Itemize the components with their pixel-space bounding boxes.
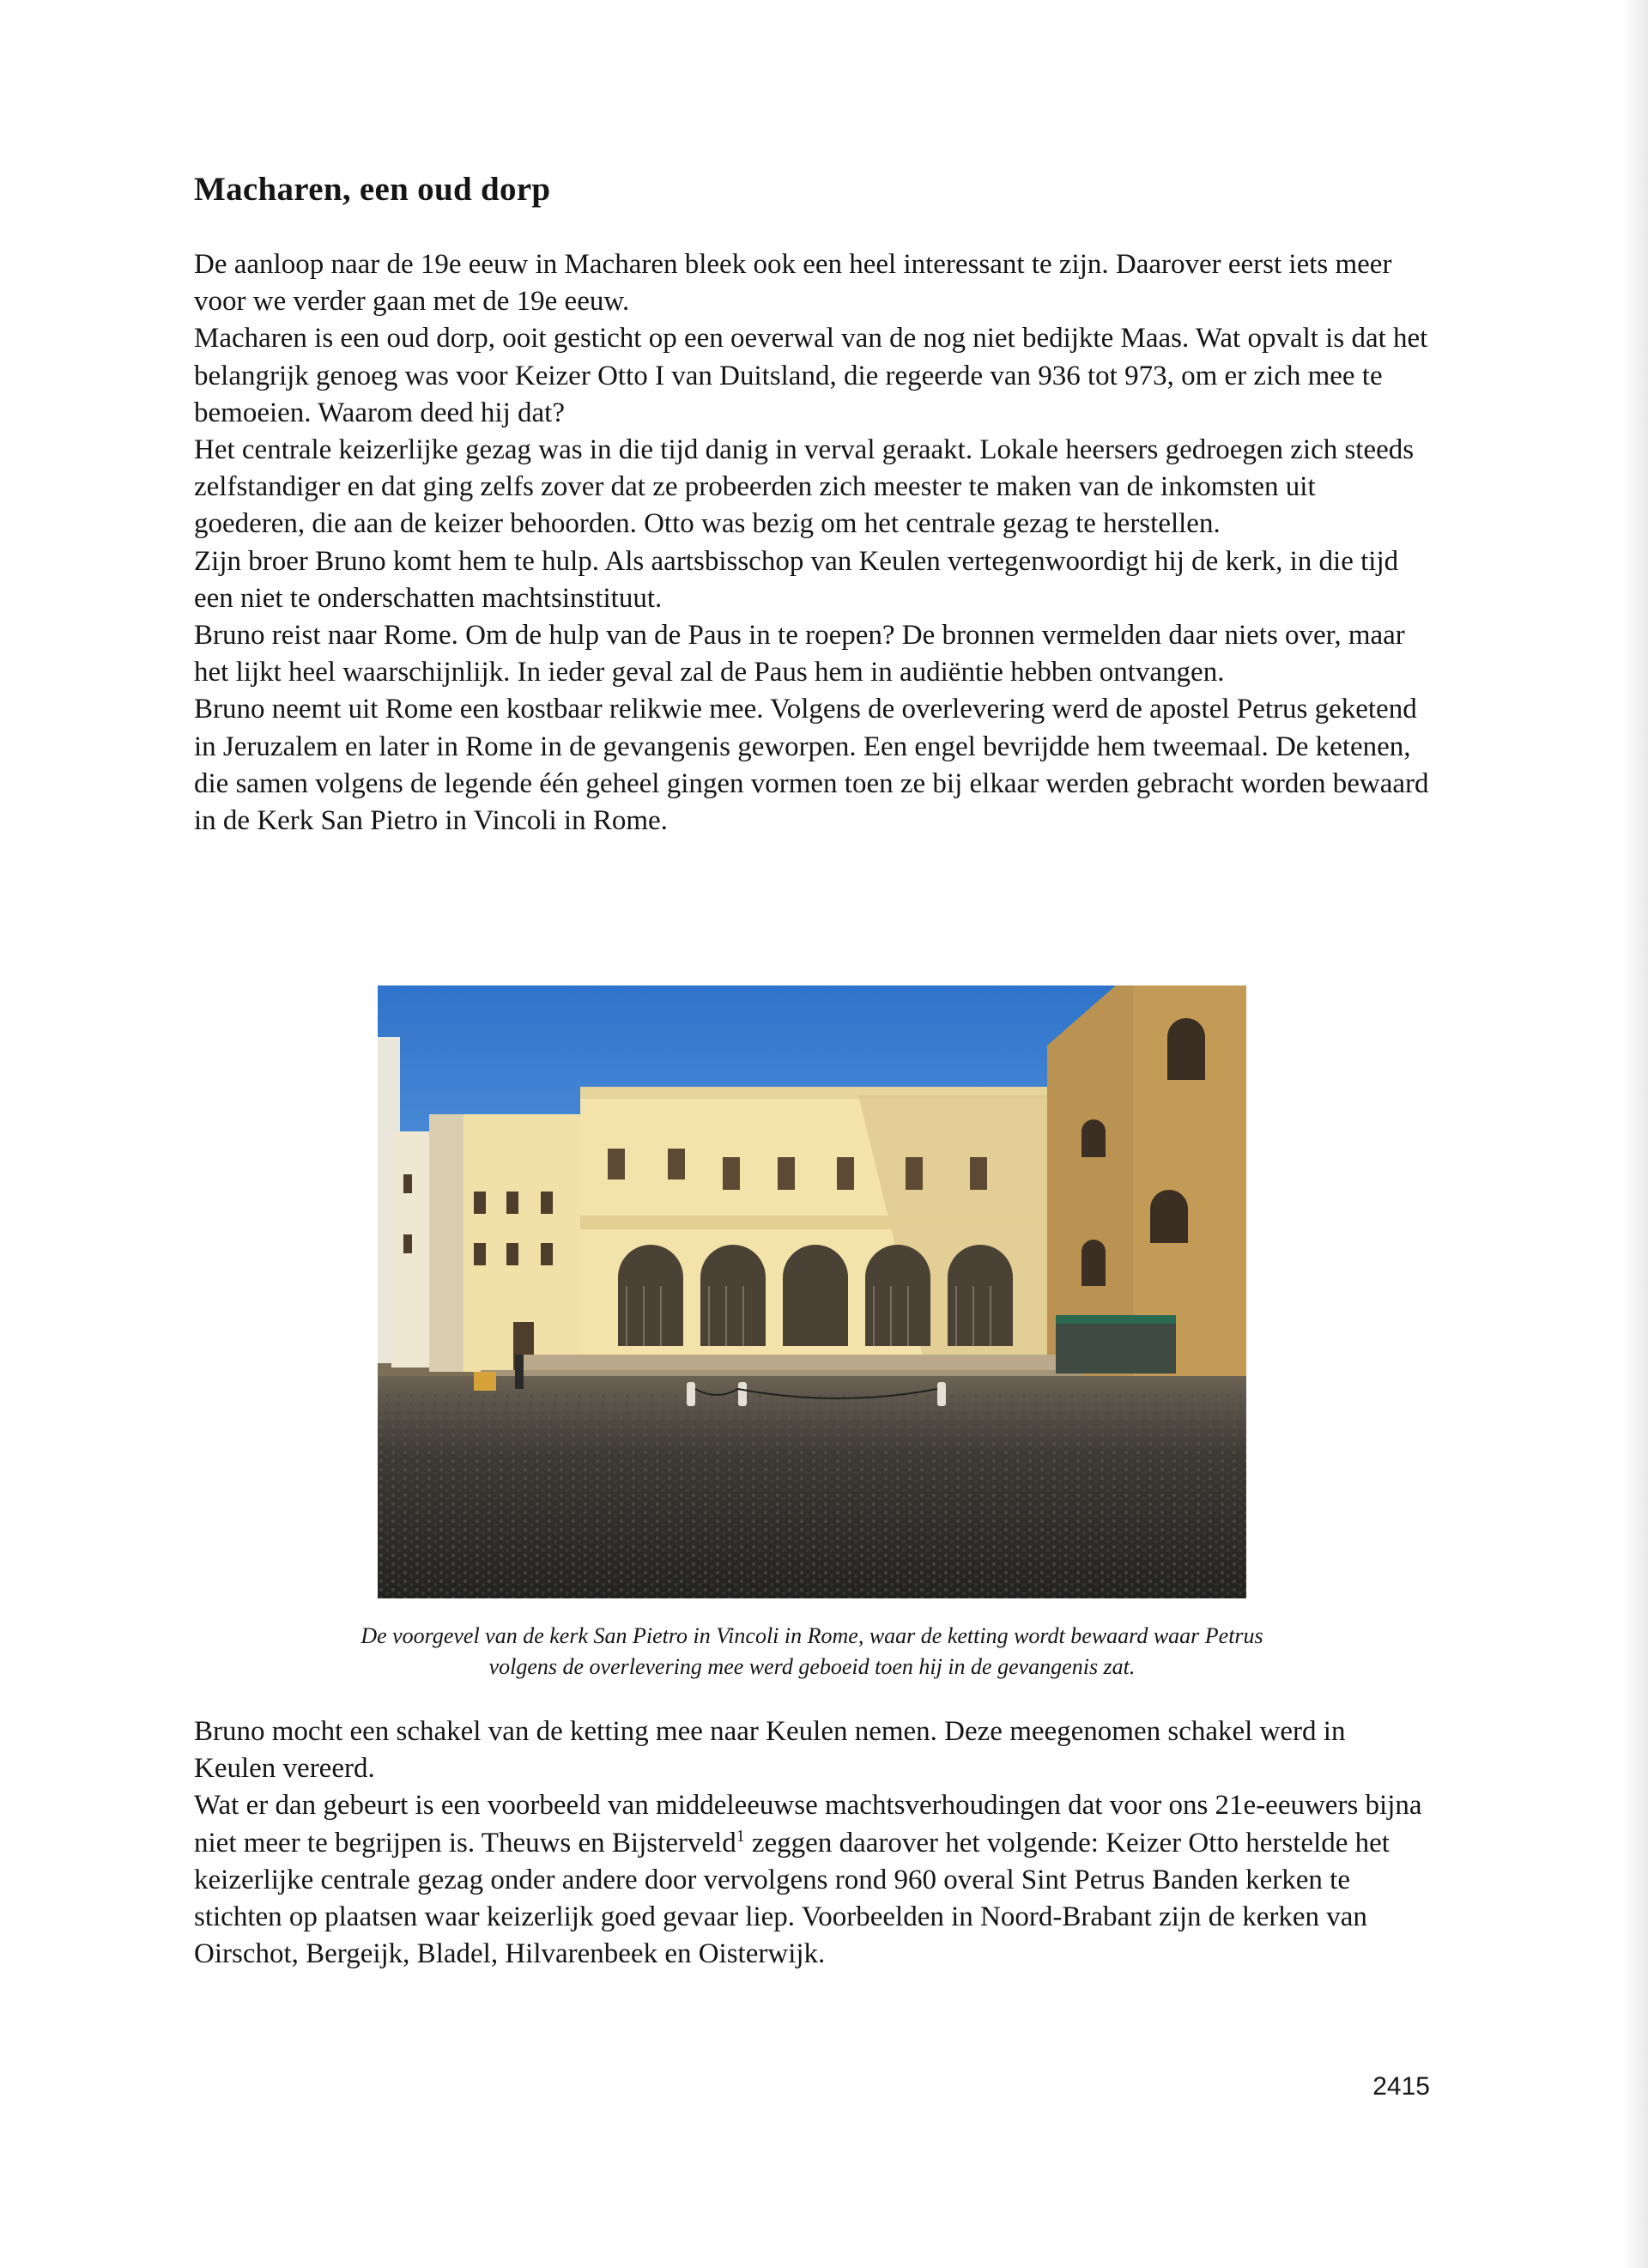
caption-line-2: volgens de overlevering mee werd geboeid toen hij in de gevangenis zat. [488, 1654, 1136, 1679]
paragraph-8-text-start: Wat er dan gebeurt is een voorbeeld van middeleeuwse machtsverhoudingen dat voor ons 21e-eeuwers bijna niet meer te begrijpen is. Theuws en Bijsterveld [194, 1790, 1422, 1859]
paragraph-8-text-end: zeggen daarover het volgende: Keizer Otto herstelde het keizerlijke centrale gezag onder andere door vervolgens rond 960 overal Sint Petrus Banden kerken te stichten op plaatsen waar keizerlijk goed gevaar liep. Voorbeelden in Noord-Brabant zijn de kerken van Oirschot, Bergeijk, Bladel, Hilvarenbeek en Oisterwijk. [194, 1827, 1390, 1970]
church-photo [378, 985, 1246, 1598]
paragraph-6: Bruno neemt uit Rome een kostbaar relikwie mee. Volgens de overlevering werd de apostel Petrus geketend in Jeruzalem en later in Rome in de gevangenis geworpen. Een engel bevrijdde hem tweemaal. De ketenen, die samen volgens de legende één geheel gingen vormen toen ze bij elkaar werden gebracht worden bewaard in de Kerk San Pietro in Vincoli in Rome. [194, 694, 1429, 837]
page-number: 2415 [1372, 2072, 1430, 2101]
section-intro [194, 246, 1430, 840]
paragraph-8 [194, 1787, 1430, 1973]
paragraph-3: Het centrale keizerlijke gezag was in die tijd danig in verval geraakt. Lokale heersers gedroegen zich steeds zelfstandiger en dat ging zelfs zover dat ze probeerden zich meester te maken van de inkomsten uit goederen, die aan de keizer behoorden. Otto was bezig om het centrale gezag te herstellen. [194, 434, 1415, 540]
photo-caption [194, 1621, 1430, 1683]
paragraph-5: Bruno reist naar Rome. Om de hulp van de Paus in te roepen? De bronnen vermelden daar niets over, maar het lijkt heel waarschijnlijk. In ieder geval zal de Paus hem in audiëntie hebben ontvangen. [194, 620, 1405, 688]
page-edge-shadow [1622, 0, 1648, 2268]
caption-line-1: De voorgevel van de kerk San Pietro in Vincoli in Rome, waar de ketting wordt bewaard waar Petrus [360, 1623, 1263, 1648]
section-continued [194, 1713, 1430, 1973]
paragraph-4: Zijn broer Bruno komt hem te hulp. Als aartsbisschop van Keulen vertegenwoordigt hij de kerk, in die tijd een niet te onderschatten machtsinstituut. [194, 545, 1399, 614]
footnote-marker[interactable]: 1 [736, 1826, 745, 1846]
paragraph-2: Macharen is een oud dorp, ooit gesticht op een oeverwal van de nog niet bedijkte Maas. Wat opvalt is dat het belangrijk genoeg was voor Keizer Otto I van Duitsland, die regeerde van 936 tot 973, om er zich mee te bemoeien. Waarom deed hij dat? [194, 323, 1428, 428]
paragraph-1: De aanloop naar de 19e eeuw in Macharen bleek ook een heel interessant te zijn. Daarover eerst iets meer voor we verder gaan met de 19e eeuw. [194, 249, 1392, 318]
page-title: Macharen, een oud dorp [194, 171, 551, 208]
paragraph-7: Bruno mocht een schakel van de ketting mee naar Keulen nemen. Deze meegenomen schakel werd in Keulen vereerd. [194, 1716, 1346, 1785]
